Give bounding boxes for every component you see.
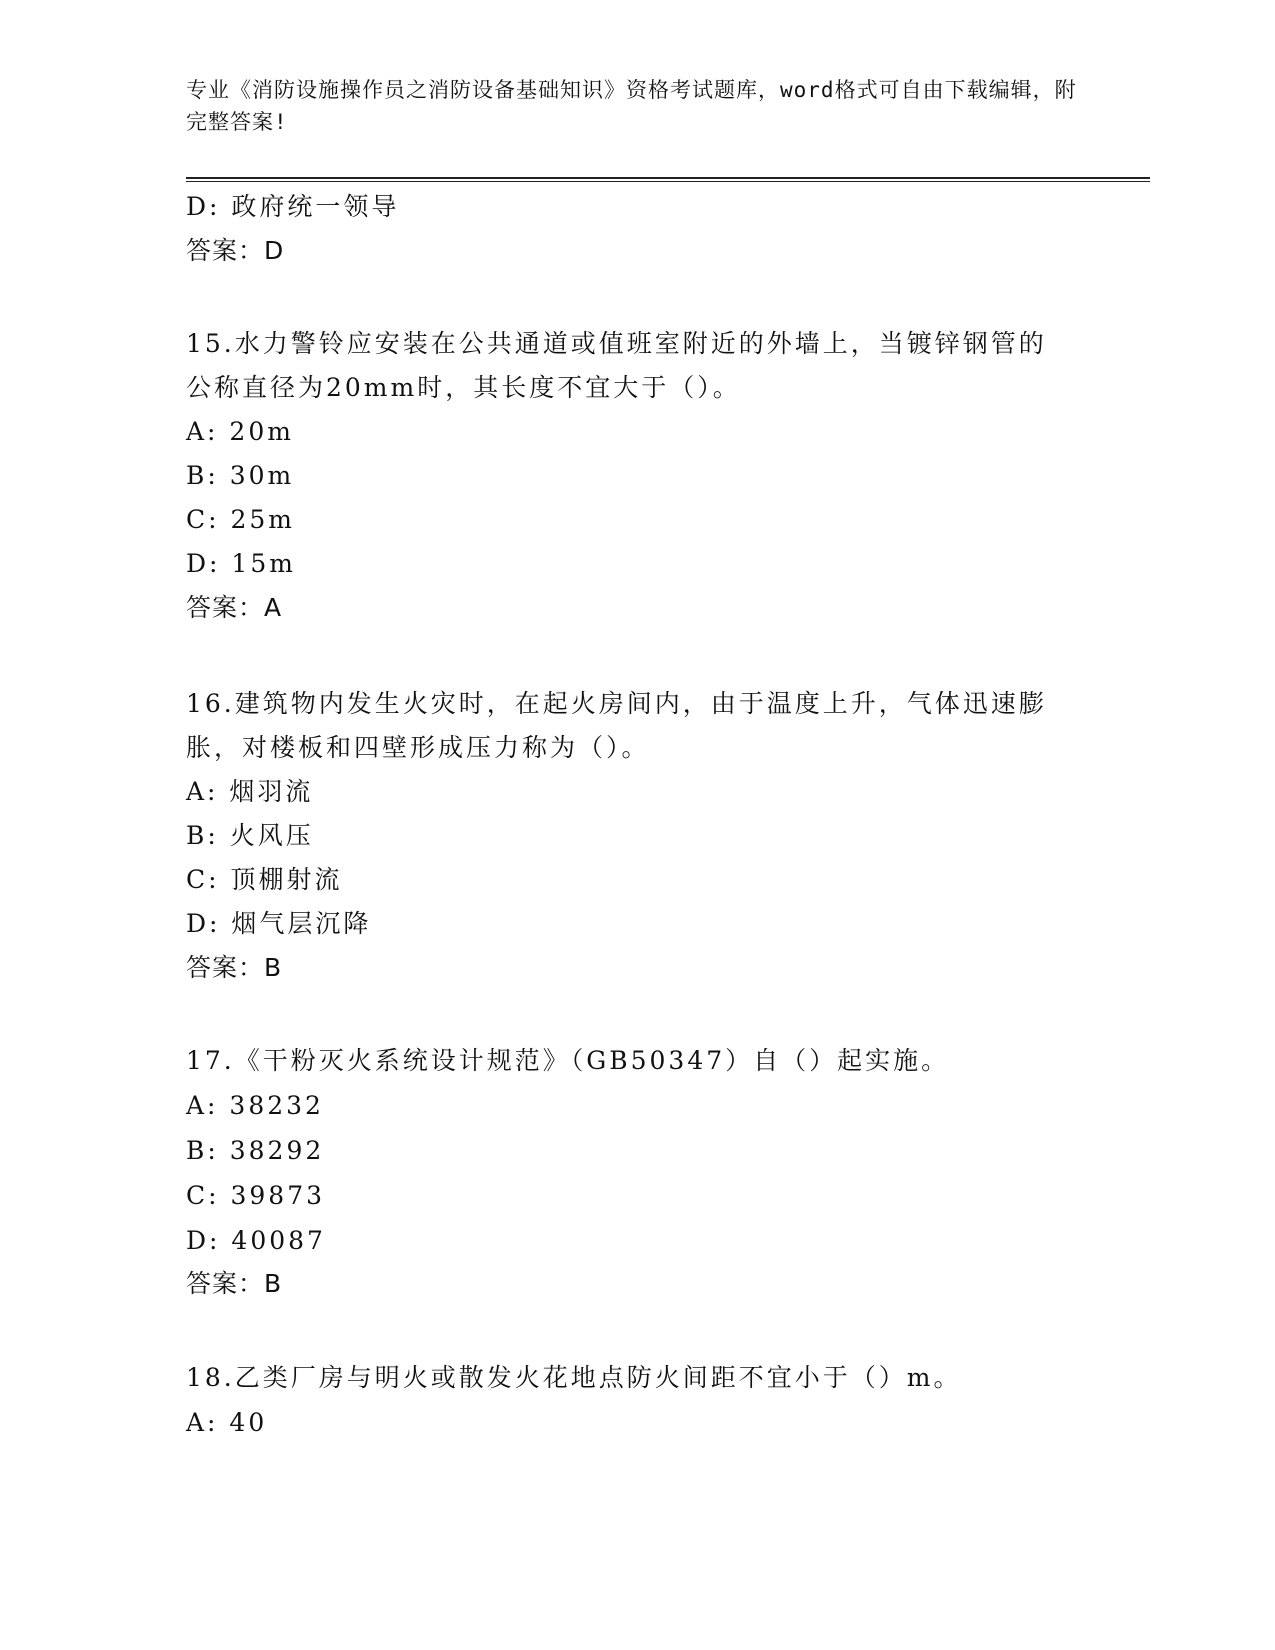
question-16-stem-line-1: 16.建筑物内发生火灾时，在起火房间内，由于温度上升，气体迅速膨 xyxy=(186,689,1047,718)
question-15-option-b: B: 30m xyxy=(186,461,295,490)
question-18-stem-line-1: 18.乙类厂房与明火或散发火花地点防火间距不宜小于（）m。 xyxy=(186,1363,962,1392)
question-15-stem-line-1: 15.水力警铃应安装在公共通道或值班室附近的外墙上，当镀锌钢管的 xyxy=(186,329,1047,358)
question-16-option-d: D: 烟气层沉降 xyxy=(186,909,372,938)
question-15-answer: 答案：A xyxy=(186,593,283,622)
header-divider xyxy=(186,177,1150,182)
question-17-option-d: D: 40087 xyxy=(186,1226,326,1255)
question-17-option-b: B: 38292 xyxy=(186,1136,325,1165)
question-17-answer: 答案：B xyxy=(186,1269,283,1298)
prev-question-option-d: D: 政府统一领导 xyxy=(186,192,400,221)
prev-question-answer: 答案：D xyxy=(186,236,285,265)
question-17-option-c: C: 39873 xyxy=(186,1181,326,1210)
question-15-stem-line-2: 公称直径为20mm时，其长度不宜大于（）。 xyxy=(186,373,741,402)
question-16-option-c: C: 顶棚射流 xyxy=(186,865,343,894)
question-18-option-a: A: 40 xyxy=(186,1408,268,1437)
question-15-option-c: C: 25m xyxy=(186,505,296,534)
question-15-option-d: D: 15m xyxy=(186,549,296,578)
page-header-text: 专业《消防设施操作员之消防设备基础知识》资格考试题库，word格式可自由下载编辑，附完整答案! xyxy=(186,78,1077,134)
question-17-stem-line-1: 17.《干粉灭火系统设计规范》（GB50347）自（）起实施。 xyxy=(186,1046,950,1075)
question-15-option-a: A: 20m xyxy=(186,417,294,446)
question-17-option-a: A: 38232 xyxy=(186,1091,324,1120)
question-16-answer: 答案：B xyxy=(186,953,283,982)
question-16-stem-line-2: 胀，对楼板和四壁形成压力称为（）。 xyxy=(186,733,650,762)
question-16-option-a: A: 烟羽流 xyxy=(186,777,314,806)
question-16-option-b: B: 火风压 xyxy=(186,821,314,850)
